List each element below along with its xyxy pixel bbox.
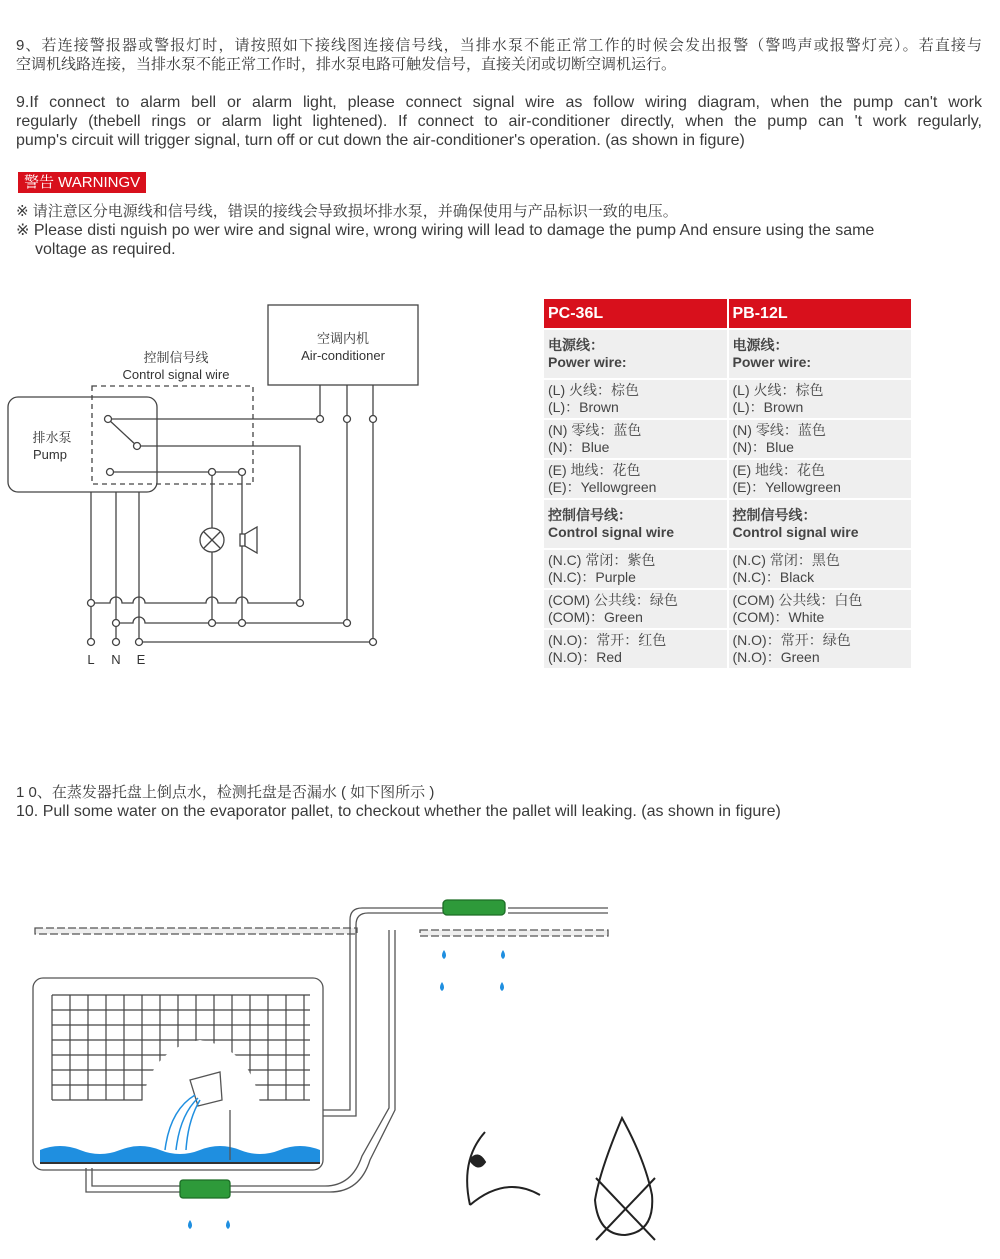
ac-label-cn: 空调内机 [316,331,370,346]
table-cell [543,419,728,459]
terminal-e: E [136,652,146,667]
cell-en: Control signal wire [548,524,675,540]
table-row [543,629,912,669]
cell-en: Power wire: [732,354,812,370]
section9-cn-line2: 空调机线路连接，当排水泵不能正常工作时，排水泵电路可触发信号，直接关闭或切断空调机运行。 [16,56,677,73]
table-cell [543,329,728,379]
water [40,1146,320,1162]
cell-cn: 控制信号线： [548,507,632,523]
table-cell [728,379,913,419]
cell-en: (COM)：White [732,609,825,625]
table-cell [543,629,728,669]
cell-en: (L)：Brown [732,399,804,415]
no-leak-icon [595,1118,655,1240]
table-row [543,329,912,379]
cell-en: (N.O)：Green [732,649,820,665]
eye-icon [467,1132,540,1205]
table-cell [543,549,728,589]
pump-label-cn: 排水泵 [32,430,72,445]
cell-en: (N)：Blue [548,439,610,455]
model-header: PB-12L [728,298,913,329]
cell-en: (E)：Yellowgreen [548,479,657,495]
terminal-points [88,416,377,646]
pump-label-en: Pump [33,447,67,462]
table-cell [543,589,728,629]
ceiling-right [420,930,608,936]
warning-en-line2: voltage as required. [35,241,176,258]
table-row [543,379,912,419]
cell-cn: (L) 火线：棕色 [732,382,824,398]
table-cell [543,379,728,419]
section9-en-line1: 9.If connect to alarm bell or alarm light, please connect signal wire as follow wiring diagram, when the pump can't work [16,94,982,111]
cell-cn: (COM) 公共线：绿色 [548,592,678,608]
cell-en: Power wire: [548,354,627,370]
lamp-icon [200,528,224,552]
evaporator-illustration [33,900,655,1240]
cell-en: (L)：Brown [548,399,619,415]
table-cell [543,459,728,499]
cell-cn: (N) 零线：蓝色 [548,422,642,438]
cell-en: (N.O)：Red [548,649,622,665]
ceiling-left [35,928,357,934]
section10-cn: 1 0、在蒸发器托盘上倒点水，检测托盘是否漏水 ( 如下图所示 ) [16,784,435,801]
pump-device-bottom [180,1180,230,1198]
signal-label-cn: 控制信号线 [143,350,209,365]
table-cell [728,629,913,669]
cell-cn: (N.O)：常开：红色 [548,632,667,648]
cell-en: (N.C)：Black [732,569,815,585]
table-row [543,499,912,549]
table-row [543,589,912,629]
cell-cn: (N) 零线：蓝色 [732,422,826,438]
terminal-l: L [87,652,95,667]
section9-cn-line1: 9、若连接警报器或警报灯时，请按照如下接线图连接信号线，当排水泵不能正常工作的时候会发出报警（警鸣声或报警灯亮）。若直接与 [16,37,982,54]
table-cell [543,499,728,549]
pump-device [443,900,505,915]
signal-label-en: Control signal wire [122,367,230,382]
cell-en: (N.C)：Purple [548,569,636,585]
cell-cn: 控制信号线： [732,507,817,523]
table-row [543,549,912,589]
cell-cn: (L) 火线：棕色 [548,382,639,398]
section9-en-line2: regularly (thebell rings or alarm light lightened). If connect to air-conditioner directly, when the pump can 't work regularly, [16,113,982,130]
warning-badge: 警告 WARNINGV [18,172,146,193]
cell-cn: (E) 地线：花色 [732,462,826,478]
cell-cn: (N.O)：常开：绿色 [732,632,851,648]
wire-color-table [542,297,913,670]
signal-wire-box [92,386,253,484]
warning-en-line1: ※ Please disti nguish po wer wire and signal wire, wrong wiring will lead to damage the pump And ensure using the same [16,222,875,239]
table-cell [728,549,913,589]
cell-cn: (N.C) 常闭：紫色 [548,552,656,568]
model-header: PC-36L [543,298,728,329]
cell-en: (COM)：Green [548,609,643,625]
cell-en: (E)：Yellowgreen [732,479,841,495]
section10-en: 10. Pull some water on the evaporator pallet, to checkout whether the pallet will leaking. (as shown in figure) [16,803,781,820]
section9-en-line3: pump's circuit will trigger signal, turn off or cut down the air-conditioner's operation. (as shown in figure) [16,132,745,149]
table-cell [728,459,913,499]
cell-cn: 电源线： [732,337,789,353]
cell-en: Control signal wire [732,524,859,540]
table-cell [728,329,913,379]
cell-en: (N)：Blue [732,439,794,455]
table-row [543,419,912,459]
table-cell [728,499,913,549]
table-cell [728,589,913,629]
cell-cn: (COM) 公共线：白色 [732,592,863,608]
table-row [543,459,912,499]
warning-cn: ※ 请注意区分电源线和信号线，错误的接线会导致损坏排水泵，并确保使用与产品标识一致的电压。 [16,203,678,220]
cell-cn: (N.C) 常闭：黑色 [732,552,840,568]
cell-cn: (E) 地线：花色 [548,462,641,478]
table-cell [728,419,913,459]
terminal-n: N [111,652,121,667]
ac-label-en: Air-conditioner [301,348,385,363]
cell-cn: 电源线： [548,337,604,353]
